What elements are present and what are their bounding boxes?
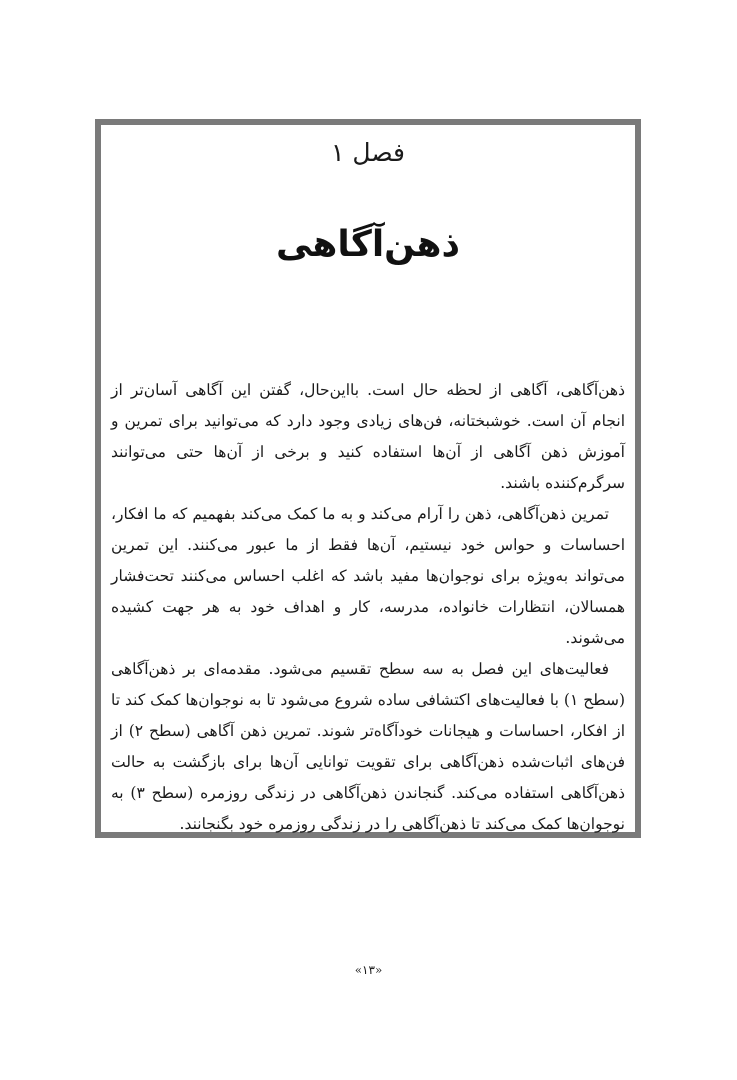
page-number: «۱۳»	[354, 963, 383, 977]
paragraph: تمرین ذهن‌آگاهی، ذهن را آرام می‌کند و به ما کمک می‌کند بفهمیم که ما افکار، احساسات و حواس خود نیستیم، آن‌ها فقط از ما عبور می‌کنند. این تمرین می‌تواند به‌ویژه برای نوجوان‌ها مفید باشد که اغلب احساس می‌کنند تحت‌فشار همسالان، انتظارات خانواده، مدرسه، کار و اهداف خود به هر جهت کشیده می‌شوند.	[111, 505, 625, 647]
chapter-title: ذهن‌آگاهی	[275, 224, 460, 265]
chapter-intro-text	[111, 375, 625, 840]
paragraph: فعالیت‌های این فصل به سه سطح تقسیم می‌شود. مقدمه‌ای بر ذهن‌آگاهی (سطح ۱) با فعالیت‌های اکتشافی ساده شروع می‌شود تا به نوجوان‌ها کمک کند تا از افکار، احساسات و هیجانات خودآگاه‌تر شوند. تمرین ذهن آگاهی (سطح ۲) از فن‌های اثبات‌شده ذهن‌آگاهی برای تقویت توانایی آن‌ها برای بازگشت به حالت ذهن‌آگاهی استفاده می‌کند. گنجاندن ذهن‌آگاهی در زندگی روزمره (سطح ۳) به نوجوان‌ها کمک می‌کند تا ذهن‌آگاهی را در زندگی روزمره خود بگنجانند.	[111, 660, 625, 833]
paragraph: ذهن‌آگاهی، آگاهی از لحظه حال است. بااین‌حال، گفتن این آگاهی آسان‌تر از انجام آن است. خوشبختانه، فن‌های زیادی وجود دارد که می‌توانید برای تمرین و آموزش ذهن آگاهی از آن‌ها استفاده کنید و برخی از آن‌ها حتی می‌توانند سرگرم‌کننده باشند.	[111, 381, 625, 492]
chapter-frame	[95, 119, 641, 838]
chapter-label: فصل ۱	[331, 138, 405, 167]
